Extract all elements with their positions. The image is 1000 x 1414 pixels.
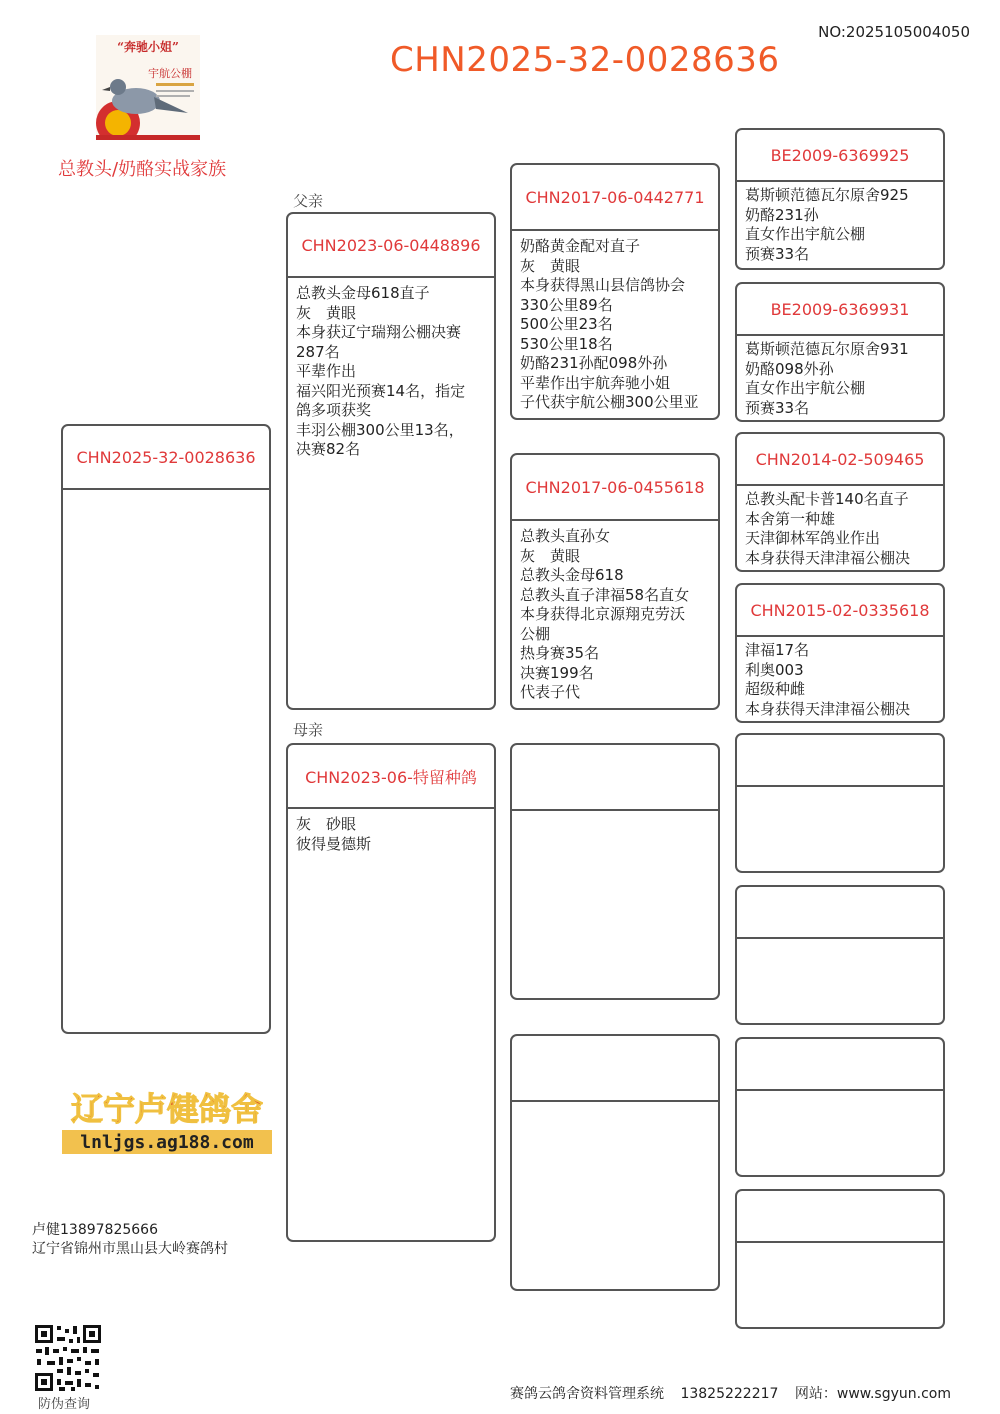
great-grandparent-card-8[interactable]	[735, 1189, 945, 1329]
great-grandparent-ring-6	[737, 887, 943, 939]
great-grandparent-card-2[interactable]	[735, 282, 945, 422]
footer-phone: 13825222217	[680, 1386, 779, 1402]
subject-notes	[63, 490, 269, 502]
loft-logo	[62, 1086, 272, 1156]
maternal-granddam-card[interactable]	[510, 1034, 720, 1291]
great-grandparent-ring-7	[737, 1039, 943, 1091]
mother-notes: 灰 砂眼 彼得曼德斯	[296, 815, 372, 853]
great-grandparent-notes-3: 总教头配卡普140名直子 本舍第一种雄 天津御林军鸽业作出 本身获得天津津福公棚决	[745, 490, 911, 567]
maternal-grandsire-notes	[512, 811, 718, 823]
photo-caption: “奔驰小姐”	[117, 40, 179, 54]
contact-block	[32, 1221, 228, 1259]
subject-ring: CHN2025-32-0028636	[63, 426, 269, 490]
father-label: 父亲	[293, 192, 324, 210]
mother-ring: CHN2023-06-特留种鸽	[288, 745, 494, 809]
father-ring: CHN2023-06-0448896	[288, 214, 494, 278]
great-grandparent-notes-4: 津福17名 利奥003 超级种雌 本身获得天津津福公棚决	[745, 641, 911, 718]
father-notes: 总教头金母618直子 灰 黄眼 本身获辽宁瑞翔公棚决赛 287名 平辈作出 福兴阳光预赛14名，指定 鸽多项获奖 丰羽公棚300公里13名， 决赛82名	[296, 284, 466, 458]
maternal-grandsire-ring	[512, 745, 718, 811]
loft-name: 辽宁卢健鸽舍	[70, 1090, 264, 1128]
great-grandparent-notes-2: 葛斯顿范德瓦尔原舍931 奶酪098外孙 直女作出宇航公棚 预赛33名	[745, 340, 909, 417]
great-grandparent-notes-5	[737, 787, 943, 795]
maternal-granddam-ring	[512, 1036, 718, 1102]
paternal-grandsire-ring: CHN2017-06-0442771	[512, 165, 718, 231]
great-grandparent-card-6[interactable]	[735, 885, 945, 1025]
loft-site: lnljgs.ag188.com	[80, 1132, 254, 1153]
great-grandparent-ring-5	[737, 735, 943, 787]
father-card[interactable]	[286, 212, 496, 710]
photo-badge: 宇航公棚	[148, 67, 192, 80]
great-grandparent-card-3[interactable]	[735, 432, 945, 572]
footer-system: 赛鸽云鸽舍资料管理系统	[510, 1386, 664, 1402]
paternal-granddam-notes: 总教头直孙女 灰 黄眼 总教头金母618 总教头直子津福58名直女 本身获得北京源翔克劳沃 公棚 热身赛35名 决赛199名 代表子代	[520, 527, 690, 701]
paternal-granddam-card[interactable]	[510, 453, 720, 710]
mother-card[interactable]	[286, 743, 496, 1242]
great-grandparent-card-1[interactable]	[735, 128, 945, 270]
mother-label: 母亲	[293, 721, 324, 739]
contact-address: 辽宁省锦州市黑山县大岭赛鸽村	[32, 1241, 228, 1257]
great-grandparent-notes-8	[737, 1243, 943, 1251]
great-grandparent-notes-1: 葛斯顿范德瓦尔原舍925 奶酪231孙 直女作出宇航公棚 预赛33名	[745, 186, 909, 263]
great-grandparent-notes-7	[737, 1091, 943, 1099]
great-grandparent-ring-8	[737, 1191, 943, 1243]
paternal-granddam-ring: CHN2017-06-0455618	[512, 455, 718, 521]
qr-label: 防伪查询	[38, 1397, 91, 1412]
subject-card[interactable]	[61, 424, 271, 1034]
maternal-granddam-notes	[512, 1102, 718, 1114]
family-line: 总教头/奶酪实战家族	[58, 159, 227, 180]
page-title: CHN2025-32-0028636	[390, 40, 780, 80]
great-grandparent-ring-2: BE2009-6369931	[737, 284, 943, 336]
great-grandparent-ring-3: CHN2014-02-509465	[737, 434, 943, 486]
contact-phone: 卢健13897825666	[32, 1222, 158, 1238]
great-grandparent-ring-1: BE2009-6369925	[737, 130, 943, 182]
great-grandparent-card-7[interactable]	[735, 1037, 945, 1177]
footer	[510, 1383, 951, 1403]
qr-code-icon[interactable]	[33, 1323, 103, 1393]
pigeon-photo	[96, 35, 200, 140]
paternal-grandsire-notes: 奶酪黄金配对直子 灰 黄眼 本身获得黑山县信鸽协会 330公里89名 500公里23名 530公里18名 奶酪231孙配098外孙 平辈作出宇航奔驰小姐 子代获宇航公棚300公里亚	[520, 237, 699, 411]
maternal-grandsire-card[interactable]	[510, 743, 720, 1000]
paternal-grandsire-card[interactable]	[510, 163, 720, 420]
footer-site-label: 网站：	[794, 1386, 837, 1402]
document-number: NO:2025105004050	[818, 23, 970, 41]
great-grandparent-card-5[interactable]	[735, 733, 945, 873]
great-grandparent-ring-4: CHN2015-02-0335618	[737, 585, 943, 637]
great-grandparent-notes-6	[737, 939, 943, 947]
great-grandparent-card-4[interactable]	[735, 583, 945, 723]
footer-site-link[interactable]: www.sgyun.com	[836, 1386, 951, 1402]
